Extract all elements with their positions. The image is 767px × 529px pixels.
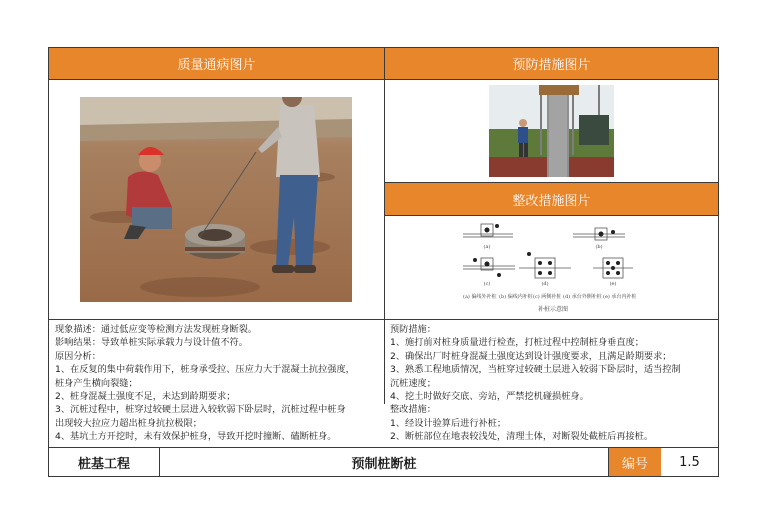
text-line: 3、沉桩过程中，桩穿过较硬土层进入较软弱下卧层时，沉桩过程中桩身: [55, 404, 346, 416]
diagram-label-b: (b): [595, 244, 603, 250]
prevention-header: 预防措施图片: [385, 48, 718, 79]
text-line: 桩身产生横向裂缝；: [55, 377, 138, 389]
issue-description-text: [55, 323, 381, 444]
footer-category: 桩基工程: [77, 456, 130, 472]
text-line: 现象描述：通过低应变等检测方法发现桩身断裂。: [55, 324, 258, 335]
text-line: 出现较大拉应力超出桩身抗拉极限；: [55, 417, 202, 429]
header-bottom-line: [49, 79, 718, 80]
diagram-label-c: (c): [483, 281, 491, 287]
text-line: 2、断桩部位在地表较浅处，清理土体，对断裂处截桩后再接桩。: [390, 431, 654, 443]
rectification-header: 整改措施图片: [385, 183, 718, 215]
diagram-caption-c: (c) 两侧补桩: [533, 294, 562, 300]
supplementary-pile-diagram: [453, 220, 653, 316]
text-line: 整改措施：: [390, 404, 436, 416]
diagram-label-a: (a): [483, 244, 491, 250]
diagram-caption-d: (d) 承台外侧补桩: [563, 294, 602, 300]
text-line: 3、熟悉工程地质情况，当桩穿过较硬土层进入较弱下卧层时，适当控制: [390, 364, 681, 376]
measures-text: [390, 323, 716, 444]
text-line: 2、确保出厂时桩身混凝土强度达到设计强度要求，且满足龄期要求；: [390, 350, 672, 362]
diagram-label-d: (d): [541, 281, 549, 287]
broken-pile-photo: [80, 97, 352, 302]
pile-driving-photo: [489, 85, 614, 177]
quality-issue-header: 质量通病图片: [49, 48, 384, 79]
diagram-caption-b: (b) 偏线内补桩: [499, 294, 533, 300]
right-mid-line-bottom: [385, 215, 718, 216]
diagram-caption-a: (a) 偏线外补桩: [463, 294, 497, 300]
text-line: 原因分析：: [55, 350, 101, 362]
footer-code-value: 1.5: [679, 454, 700, 470]
text-line: 影响结果：导致单桩实际承载力与设计值不符。: [55, 337, 248, 349]
diagram-label-e: (e): [609, 281, 617, 287]
diagram-caption-e: (e) 承台内补桩: [603, 294, 637, 300]
center-divider: [384, 48, 385, 404]
footer-title: 预制桩断桩: [351, 456, 417, 472]
footer-code-label: 编号: [609, 448, 661, 476]
text-line: 1、施打前对桩身质量进行检查，打桩过程中控制桩身垂直度；: [390, 337, 644, 349]
text-line: 1、经设计验算后进行补桩；: [390, 417, 507, 429]
text-line: 4、基坑土方开挖时，未有效保护桩身，导致开挖时撞断、磕断桩身。: [55, 431, 337, 443]
diagram-title: 补桩示意图: [537, 306, 569, 313]
text-line: 预防措施：: [390, 324, 436, 335]
text-line: 4、挖土时做好交底、旁站，严禁挖机碰损桩身。: [390, 391, 589, 403]
photo-row-bottom-line: [49, 319, 718, 320]
text-line: 2、桩身混凝土强度不足，未达到龄期要求；: [55, 391, 236, 403]
text-line: 1、在反复的集中荷载作用下，桩身承受拉、压应力大于混凝土抗拉强度，: [55, 364, 355, 376]
text-line: 沉桩速度；: [390, 377, 436, 389]
document-sheet: [48, 47, 719, 477]
